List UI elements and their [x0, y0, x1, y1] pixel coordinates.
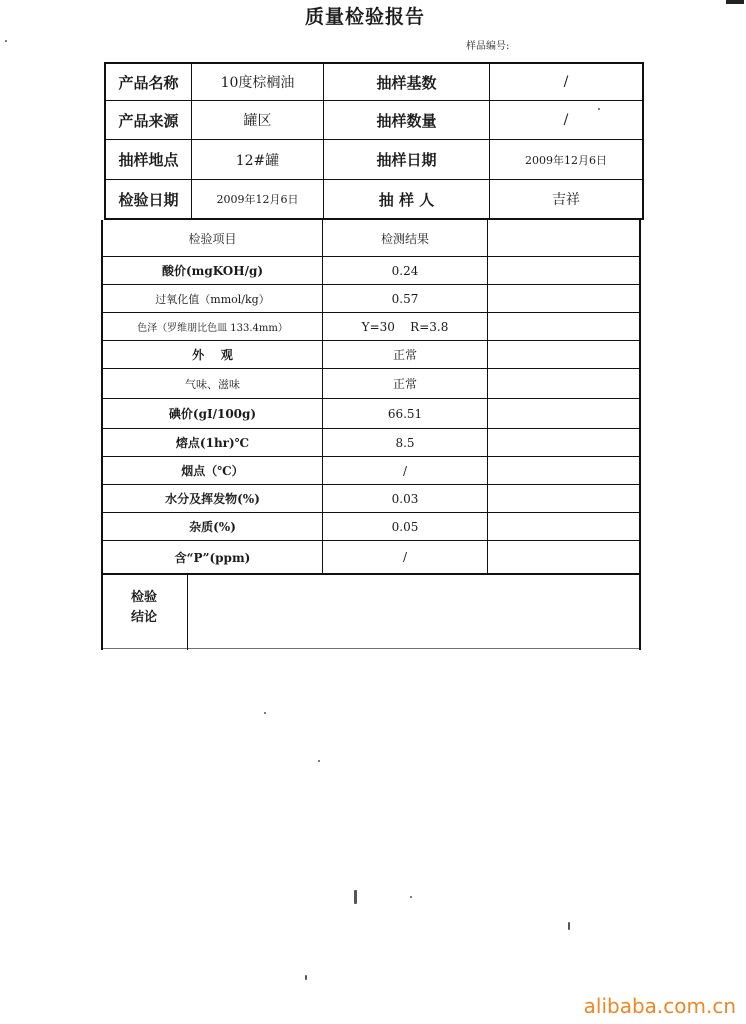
item-melting-point: 熔点(1hr)℃	[175, 436, 250, 450]
result-moisture-volatiles: 0.03	[391, 491, 419, 506]
conclusion-label-line1: 检验	[130, 590, 157, 605]
sampling-date-value: 2009年12月6日	[525, 153, 607, 167]
item-smoke-point: 烟点（℃）	[181, 464, 244, 478]
item-acid-value: 酸价(mgKOH/g)	[161, 264, 264, 278]
sampler-value: 吉祥	[552, 192, 580, 208]
inspection-date-value: 2009年12月6日	[216, 193, 299, 206]
scan-speck	[410, 896, 412, 898]
result-appearance: 正常	[392, 348, 417, 362]
scan-speck	[598, 108, 600, 110]
item-iodine-value: 碘价(gI/100g)	[168, 407, 257, 421]
scan-speck	[318, 760, 320, 762]
sampling-date-label: 抽样日期	[376, 151, 437, 169]
scan-speck	[5, 40, 7, 42]
item-phosphorus: 含“P”(ppm)	[174, 550, 251, 565]
scan-speck	[568, 922, 570, 930]
col-test-result: 检测结果	[380, 232, 429, 246]
conclusion-text	[189, 576, 639, 648]
item-odor-taste: 气味、滋味	[185, 377, 240, 391]
sampler-label: 抽 样 人	[378, 190, 435, 209]
scan-speck	[305, 975, 307, 980]
item-peroxide-value: 过氧化值（mmol/kg）	[155, 292, 270, 306]
result-smoke-point: /	[402, 463, 408, 478]
result-phosphorus: /	[402, 550, 408, 564]
conclusion-label	[100, 568, 188, 648]
product-source-value: 罐区	[243, 113, 272, 129]
scan-speck	[264, 712, 266, 714]
sampling-base-value: /	[563, 74, 569, 90]
scan-artifact	[726, 0, 744, 4]
sampling-base-label: 抽样基数	[376, 73, 437, 92]
sample-number-label: 样品编号:	[466, 41, 510, 52]
product-name-value: 10度棕榈油	[220, 75, 295, 91]
sampling-location-label: 抽样地点	[118, 151, 179, 169]
sampling-quantity-value: /	[563, 112, 569, 128]
product-source-label: 产品来源	[118, 111, 179, 130]
result-impurities: 0.05	[391, 519, 419, 534]
result-acid-value: 0.24	[391, 263, 419, 278]
conclusion-label-line2: 结论	[130, 610, 157, 625]
product-name-label: 产品名称	[118, 73, 179, 92]
item-moisture-volatiles: 水分及挥发物(%)	[165, 492, 260, 506]
item-appearance: 外 观	[192, 348, 233, 362]
result-color: Y=30 R=3.8	[361, 319, 449, 334]
watermark-brand: alibaba.com.cn	[583, 994, 736, 1018]
sampling-quantity-label: 抽样数量	[376, 111, 437, 130]
result-melting-point: 8.5	[395, 435, 415, 450]
sampling-location-value: 12#罐	[235, 152, 280, 169]
col-inspection-item: 检验项目	[188, 232, 237, 246]
item-color: 色泽（罗维朋比色皿 133.4mm）	[137, 323, 288, 334]
scan-speck	[354, 890, 357, 904]
result-odor-taste: 正常	[392, 377, 417, 391]
inspection-date-label: 检验日期	[118, 190, 179, 209]
result-peroxide-value: 0.57	[391, 291, 419, 306]
report-title: 质量检验报告	[304, 6, 425, 28]
result-iodine-value: 66.51	[387, 406, 423, 421]
item-impurities: 杂质(%)	[189, 520, 236, 534]
